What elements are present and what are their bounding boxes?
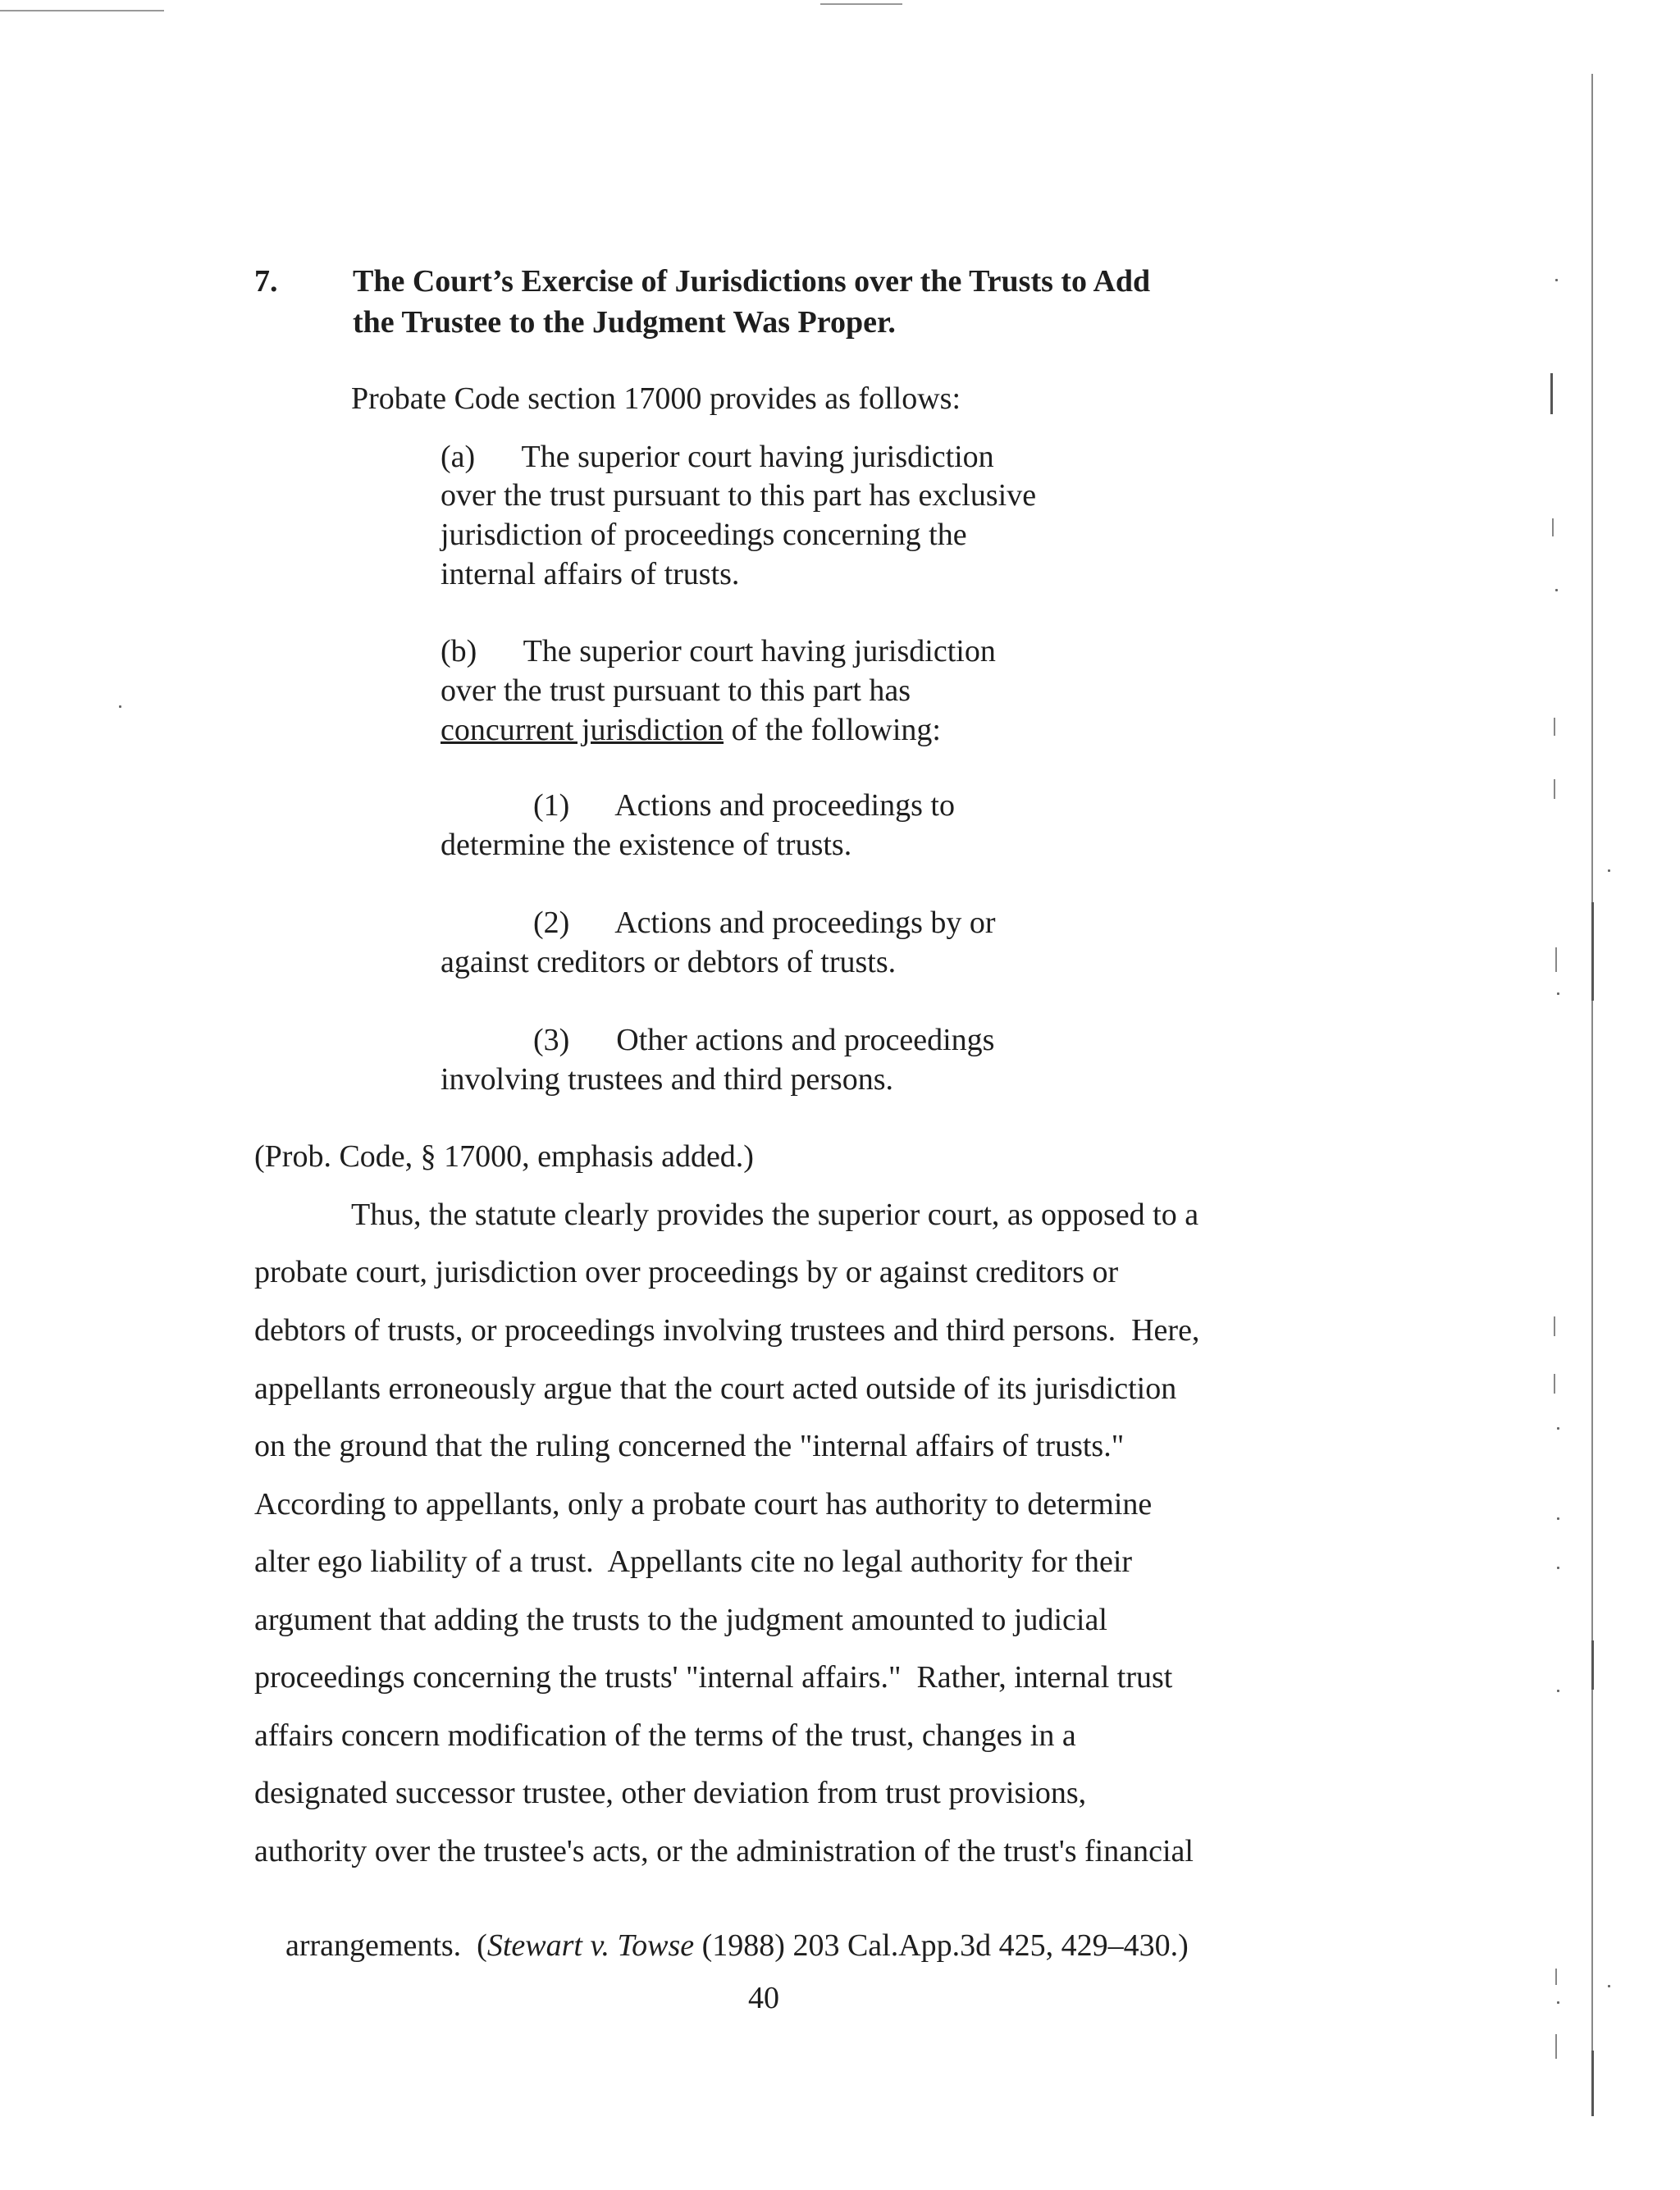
body-line-7: alter ego liability of a trust. Appellants cite no legal authority for their: [254, 1544, 1133, 1579]
scan-artifact-speck: [1557, 1517, 1559, 1520]
scan-artifact-speck: [1608, 869, 1610, 872]
body-line-2: probate court, jurisdiction over proceedings by or against creditors or: [254, 1255, 1119, 1289]
scan-artifact-speck: [1557, 992, 1559, 995]
intro-paragraph: Probate Code section 17000 provides as follows:: [351, 381, 961, 416]
scan-artifact-margin-mark: [1555, 1969, 1557, 1985]
quote-item-3-line-1: (3) Other actions and proceedings: [533, 1023, 995, 1057]
scan-artifact-speck: [119, 705, 121, 708]
section-title-line-2: the Trustee to the Judgment Was Proper.: [353, 305, 896, 340]
citation: (Prob. Code, § 17000, emphasis added.): [254, 1139, 754, 1174]
scan-artifact-speck: [1557, 2001, 1559, 2004]
underlined-phrase: concurrent jurisdiction: [441, 713, 724, 747]
quote-b-line-3: [441, 712, 941, 748]
quote-a-line-3: jurisdiction of proceedings concerning the: [441, 518, 967, 552]
scan-artifact-margin-line: [1591, 1640, 1594, 1690]
scan-artifact-margin-mark: [1555, 947, 1557, 972]
scan-artifact-margin-line: [1591, 74, 1593, 2108]
scan-artifact-margin-mark: [1555, 2034, 1557, 2059]
body-line-6: According to appellants, only a probate court has authority to determine: [254, 1487, 1153, 1522]
scan-artifact-speck: [1557, 1690, 1559, 1692]
case-name: Stewart v. Towse: [486, 1928, 695, 1963]
quote-a-line-2: over the trust pursuant to this part has exclusive: [441, 478, 1037, 513]
body-line-13: [254, 1891, 1189, 2000]
quote-b-line-3-rest: of the following:: [724, 713, 941, 747]
scan-artifact-speck: [1555, 589, 1558, 591]
quote-b-line-2: over the trust pursuant to this part has: [441, 673, 911, 708]
body-line-3: debtors of trusts, or proceedings involving trustees and third persons. Here,: [254, 1313, 1200, 1348]
scan-artifact-speck: [1555, 279, 1558, 281]
scan-artifact-margin-mark: [1554, 718, 1555, 736]
body-line-5: on the ground that the ruling concerned the "internal affairs of trusts.": [254, 1429, 1125, 1463]
scan-artifact-margin-mark: [1550, 373, 1553, 414]
page-number: 40: [748, 1981, 779, 2015]
body-line-8: argument that adding the trusts to the judgment amounted to judicial: [254, 1603, 1107, 1637]
section-number: 7.: [254, 264, 278, 299]
scan-artifact-margin-mark: [1554, 1374, 1555, 1394]
quote-item-2-line-1: (2) Actions and proceedings by or: [533, 906, 996, 940]
quote-item-3-line-2: involving trustees and third persons.: [441, 1062, 893, 1097]
scan-artifact-margin-mark: [1552, 518, 1554, 536]
quote-a-line-4: internal affairs of trusts.: [441, 557, 740, 591]
scan-artifact-margin-mark: [1554, 1316, 1555, 1336]
scan-artifact-margin-line: [1591, 2051, 1594, 2116]
scan-artifact-speck: [1608, 1985, 1610, 1987]
scan-artifact-speck: [1557, 1567, 1559, 1569]
body-line-1: Thus, the statute clearly provides the superior court, as opposed to a: [351, 1198, 1199, 1232]
quote-a-line-1: (a) The superior court having jurisdiction: [441, 440, 994, 474]
quote-item-2-line-2: against creditors or debtors of trusts.: [441, 945, 897, 979]
scan-artifact-speck: [1557, 1427, 1559, 1430]
quote-item-1-line-2: determine the existence of trusts.: [441, 828, 852, 862]
quote-item-1-line-1: (1) Actions and proceedings to: [533, 788, 955, 823]
body-line-11: designated successor trustee, other deviation from trust provisions,: [254, 1776, 1087, 1810]
scan-artifact-top: [820, 3, 902, 5]
body-line-13-prefix: arrangements. (: [285, 1928, 487, 1963]
scan-artifact-margin-line: [1591, 902, 1594, 1001]
body-line-12: authority over the trustee's acts, or the administration of the trust's financial: [254, 1834, 1194, 1868]
scan-artifact-margin-mark: [1554, 779, 1555, 799]
body-line-9: proceedings concerning the trusts' "internal affairs." Rather, internal trust: [254, 1660, 1173, 1695]
body-line-13-suffix: (1988) 203 Cal.App.3d 425, 429–430.): [694, 1928, 1189, 1963]
section-title-line-1: The Court’s Exercise of Jurisdictions over the Trusts to Add: [353, 264, 1151, 299]
body-line-10: affairs concern modification of the terms of the trust, changes in a: [254, 1718, 1076, 1753]
body-line-4: appellants erroneously argue that the court acted outside of its jurisdiction: [254, 1371, 1177, 1406]
quote-b-line-1: (b) The superior court having jurisdiction: [441, 634, 996, 668]
scan-artifact-top: [0, 10, 164, 11]
